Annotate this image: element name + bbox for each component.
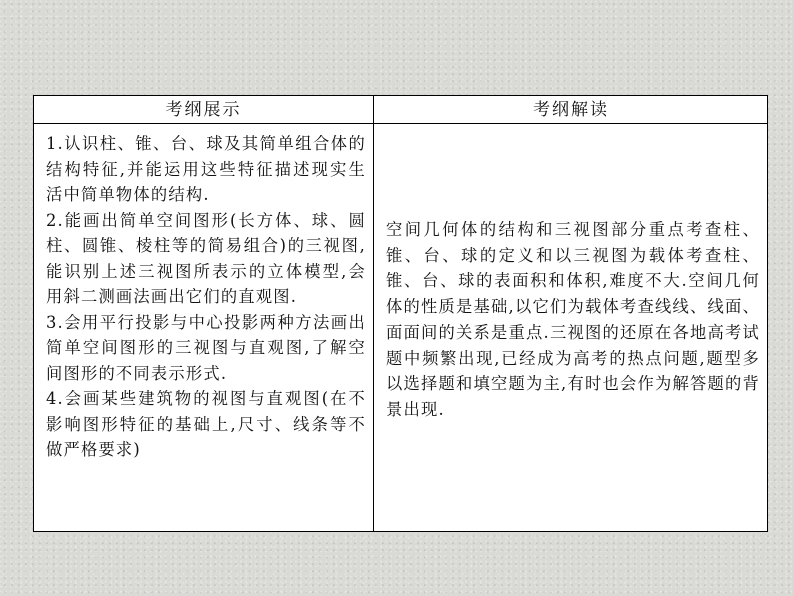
- syllabus-item-2: 2.能画出简单空间图形(长方体、球、圆柱、圆锥、棱柱等的简易组合)的三视图,能识别上述三视图所表示的立体模型,会用斜二测画法画出它们的直观图.: [46, 210, 366, 306]
- column-divider: [373, 96, 374, 531]
- syllabus-interpretation-text: 空间几何体的结构和三视图部分重点考查柱、锥、台、球的定义和以三视图为载体考查柱、锥、台、球的表面积和体积,难度不大.空间几何体的性质是基础,以它们为载体考查线线、线面、面面间的关系是重点.三视图的还原在各地高考试题中频繁出现,已经成为高考的热点问题,题型多以选择题和填空题为主,有时也会作为解答题的背景出现.: [386, 220, 760, 419]
- syllabus-item-1: 1.认识柱、锥、台、球及其简单组合体的结构特征,并能运用这些特征描述现实生活中简单物体的结构.: [46, 134, 366, 204]
- syllabus-items-cell: [46, 131, 366, 463]
- header-syllabus-interpretation: 考纲解读: [533, 100, 609, 120]
- header-syllabus-display: 考纲展示: [165, 100, 242, 120]
- syllabus-item-3: 3.会用平行投影与中心投影两种方法画出简单空间图形的三视图与直观图,了解空间图形的不同表示形式.: [46, 312, 366, 383]
- table-header-row: [34, 96, 767, 124]
- syllabus-item-4: 4.会画某些建筑物的视图与直观图(在不影响图形特征的基础上,尺寸、线条等不做严格要求): [46, 389, 366, 459]
- syllabus-table: [33, 95, 768, 532]
